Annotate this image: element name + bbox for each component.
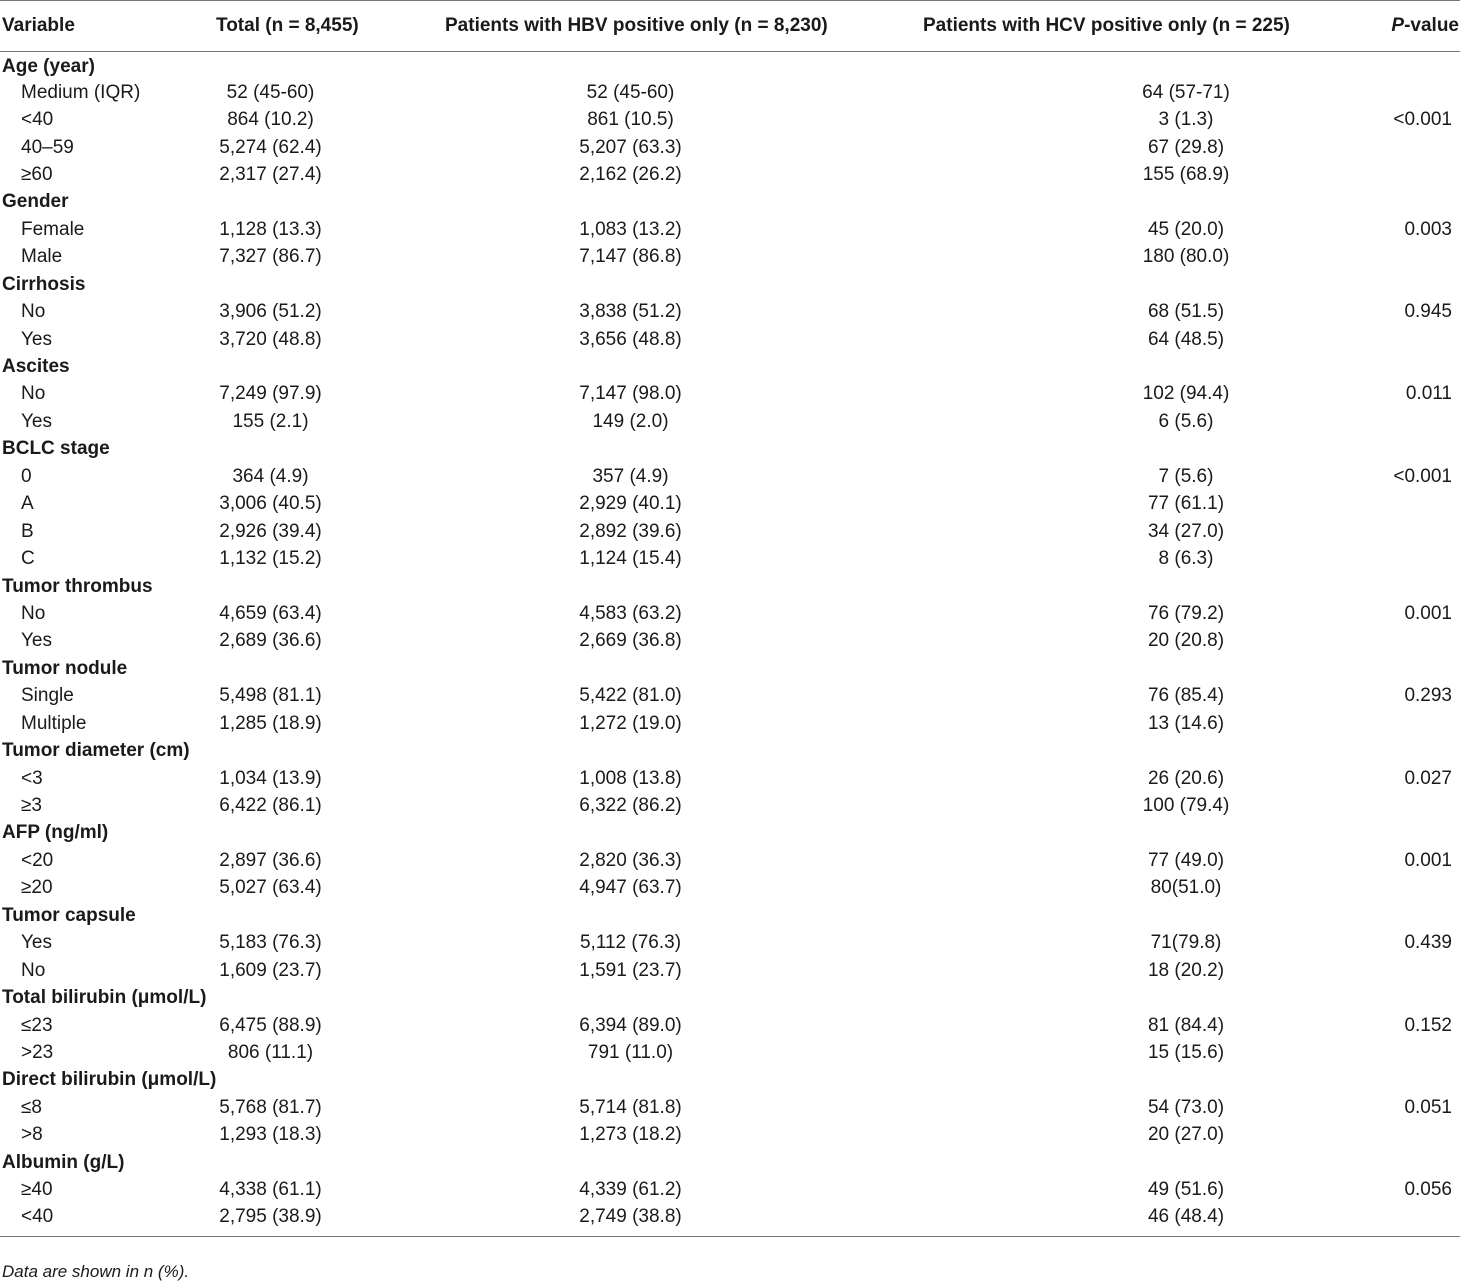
table-row: [0, 1012, 1460, 1039]
row-label: Yes: [21, 630, 52, 652]
row-label: <40: [0, 1204, 200, 1237]
group-label: Tumor capsule: [2, 904, 136, 926]
cell-hcv: 54 (73.0): [1147, 1096, 1225, 1118]
cell-hcv: 46 (48.4): [903, 1204, 1333, 1237]
cell-hcv: 68 (51.5): [1147, 301, 1225, 323]
row-label: <40: [21, 109, 54, 131]
row-label: ≤23: [21, 1014, 53, 1036]
cell-hbv: 791 (11.0): [587, 1041, 674, 1063]
cell-total: 6,422 (86.1): [219, 795, 322, 817]
table-row: [0, 106, 1460, 133]
cell-pvalue: [1333, 1122, 1460, 1149]
cell-pvalue: [1333, 244, 1460, 271]
cell-pvalue: 0.003: [1404, 218, 1452, 240]
group-row: [0, 353, 1460, 380]
row-label: Yes: [21, 410, 52, 432]
cell-hbv: 5,714 (81.8): [579, 1096, 682, 1118]
cell-hcv: 76 (85.4): [1147, 685, 1225, 707]
header-row: [0, 1, 1460, 52]
cell-total: 5,498 (81.1): [219, 685, 322, 707]
row-label: No: [21, 301, 46, 323]
cell-total: 1,132 (15.2): [219, 548, 322, 570]
header-pvalue-prefix: P: [1391, 15, 1405, 36]
table-footnote: Data are shown in n (%).: [2, 1262, 190, 1281]
cell-pvalue: 0.945: [1404, 301, 1452, 323]
row-label: ≥20: [21, 877, 53, 899]
cell-pvalue: [1333, 792, 1460, 819]
cell-hcv: 20 (27.0): [1147, 1124, 1225, 1146]
group-label: AFP (ng/ml): [2, 822, 109, 844]
row-label: Multiple: [21, 712, 87, 734]
cell-hbv: 2,892 (39.6): [579, 520, 682, 542]
row-label: Female: [21, 218, 85, 240]
table-row: [0, 408, 1460, 435]
cell-total: 364 (4.9): [232, 465, 309, 487]
group-label: BCLC stage: [2, 438, 110, 460]
row-label: Medium (IQR): [21, 81, 141, 103]
cell-hcv: 76 (79.2): [1147, 602, 1225, 624]
cell-pvalue: [1333, 545, 1460, 572]
cell-pvalue: [1333, 161, 1460, 188]
cell-hbv: 1,272 (19.0): [579, 712, 682, 734]
table-row: [0, 628, 1460, 655]
cell-hcv: 7 (5.6): [1158, 465, 1214, 487]
cell-hcv: 80(51.0): [1150, 877, 1222, 899]
group-label: Gender: [2, 191, 69, 213]
cell-hbv: 1,083 (13.2): [579, 218, 682, 240]
cell-total: 2,897 (36.6): [219, 849, 322, 871]
cell-hbv: 2,820 (36.3): [579, 849, 682, 871]
cell-pvalue: <0.001: [1393, 109, 1452, 131]
cell-hcv: 81 (84.4): [1147, 1014, 1225, 1036]
row-label: Male: [21, 246, 63, 268]
header-hcv: Patients with HCV positive only (n = 225): [903, 1, 1333, 52]
table-row: [0, 161, 1460, 188]
table-row: [0, 792, 1460, 819]
cell-total: 806 (11.1): [227, 1041, 314, 1063]
cell-pvalue: [1333, 710, 1460, 737]
cell-hbv: 5,207 (63.3): [579, 136, 682, 158]
group-row: [0, 189, 1460, 216]
cell-total: 1,609 (23.7): [219, 959, 322, 981]
cell-total: 1,034 (13.9): [219, 767, 322, 789]
cell-hcv: 26 (20.6): [1147, 767, 1225, 789]
cell-pvalue: 0.051: [1404, 1096, 1452, 1118]
group-row: [0, 820, 1460, 847]
cell-pvalue: [1333, 957, 1460, 984]
row-label: A: [21, 493, 34, 515]
group-row: [0, 1067, 1460, 1094]
cell-pvalue: [1333, 79, 1460, 106]
header-variable: Variable: [0, 1, 200, 52]
cell-total: 2,926 (39.4): [219, 520, 322, 542]
cell-total: 4,659 (63.4): [219, 602, 322, 624]
header-total: Total (n = 8,455): [200, 1, 383, 52]
table-row: [0, 1204, 1460, 1237]
cell-pvalue: [1333, 134, 1460, 161]
cell-pvalue: 0.001: [1404, 602, 1452, 624]
group-label: Cirrhosis: [2, 273, 86, 295]
cell-hbv: 6,322 (86.2): [579, 795, 682, 817]
group-row: [0, 902, 1460, 929]
cell-total: 5,274 (62.4): [219, 136, 322, 158]
cell-pvalue: [1333, 518, 1460, 545]
row-label: <20: [21, 849, 54, 871]
cell-hbv: 5,112 (76.3): [579, 932, 682, 954]
table-row: [0, 930, 1460, 957]
row-label: >8: [21, 1124, 43, 1146]
table-row: [0, 765, 1460, 792]
cell-hbv: 149 (2.0): [592, 410, 669, 432]
cell-hbv: 4,583 (63.2): [579, 602, 682, 624]
cell-hcv: 71(79.8): [1150, 932, 1222, 954]
table-row: [0, 518, 1460, 545]
cell-total: 7,327 (86.7): [219, 246, 322, 268]
cell-total: 5,027 (63.4): [219, 877, 322, 899]
cell-total: 3,006 (40.5): [219, 493, 322, 515]
cell-hcv: 155 (68.9): [1142, 163, 1230, 185]
cell-pvalue: 0.027: [1404, 767, 1452, 789]
cell-hcv: 77 (61.1): [1147, 493, 1225, 515]
group-label: Albumin (g/L): [2, 1151, 125, 1173]
row-label: No: [21, 602, 46, 624]
row-label: No: [21, 959, 46, 981]
cell-total: 3,906 (51.2): [219, 301, 322, 323]
cell-pvalue: 0.152: [1404, 1014, 1452, 1036]
table-row: [0, 600, 1460, 627]
cell-hbv: 6,394 (89.0): [579, 1014, 682, 1036]
group-label: Tumor thrombus: [2, 575, 153, 597]
cell-total: 52 (45-60): [226, 81, 315, 103]
cell-hcv: 67 (29.8): [1147, 136, 1225, 158]
group-row: [0, 52, 1460, 79]
group-label: Total bilirubin (μmol/L): [2, 987, 207, 1009]
cell-hcv: 6 (5.6): [1158, 410, 1214, 432]
cell-total: 155 (2.1): [232, 410, 309, 432]
group-row: [0, 1149, 1460, 1176]
cell-pvalue: 0.056: [1404, 1179, 1452, 1201]
cell-pvalue: [1333, 491, 1460, 518]
cell-pvalue: [1333, 1204, 1460, 1237]
table-row: [0, 875, 1460, 902]
cell-hcv: 64 (48.5): [1147, 328, 1225, 350]
cell-hcv: 49 (51.6): [1147, 1179, 1225, 1201]
table-row: [0, 134, 1460, 161]
cell-pvalue: 0.011: [1405, 383, 1452, 405]
group-row: [0, 271, 1460, 298]
cell-pvalue: 0.439: [1404, 932, 1452, 954]
row-label: >23: [21, 1041, 54, 1063]
table-row: [0, 463, 1460, 490]
cell-pvalue: [1333, 408, 1460, 435]
cell-hbv: 2,929 (40.1): [579, 493, 682, 515]
cell-hcv: 45 (20.0): [1147, 218, 1225, 240]
cell-pvalue: [1333, 628, 1460, 655]
table-row: [0, 1039, 1460, 1066]
table-row: [0, 957, 1460, 984]
row-label: 40–59: [21, 136, 74, 158]
cell-hbv: 4,947 (63.7): [579, 877, 682, 899]
cell-hbv: 52 (45-60): [586, 81, 675, 103]
cell-pvalue: [1333, 326, 1460, 353]
row-label: C: [21, 548, 35, 570]
cell-total: 2,317 (27.4): [219, 163, 322, 185]
cell-total: 2,689 (36.6): [219, 630, 322, 652]
table-row: [0, 381, 1460, 408]
table-row: [0, 79, 1460, 106]
cell-hbv: 2,162 (26.2): [579, 163, 682, 185]
cell-hcv: 180 (80.0): [1142, 246, 1230, 268]
cell-pvalue: [1333, 875, 1460, 902]
row-label: ≥60: [21, 163, 53, 185]
group-label: Ascites: [2, 356, 70, 378]
table-row: [0, 298, 1460, 325]
row-label: Single: [21, 685, 74, 707]
cell-total: 2,795 (38.9): [200, 1204, 383, 1237]
header-hbv: Patients with HBV positive only (n = 8,230): [383, 1, 903, 52]
group-row: [0, 737, 1460, 764]
cell-hbv: 7,147 (86.8): [579, 246, 682, 268]
group-row: [0, 436, 1460, 463]
group-label: Tumor diameter (cm): [2, 740, 190, 762]
table-header: [0, 1, 1460, 52]
cell-hcv: 102 (94.4): [1142, 383, 1230, 405]
cell-hbv: 861 (10.5): [587, 109, 674, 131]
cell-hbv: 7,147 (98.0): [579, 383, 682, 405]
cell-hbv: 4,339 (61.2): [579, 1179, 682, 1201]
row-label: B: [21, 520, 34, 542]
row-label: 0: [21, 465, 32, 487]
cell-hcv: 15 (15.6): [1147, 1041, 1225, 1063]
row-label: ≤8: [21, 1096, 42, 1118]
cell-pvalue: [1333, 1039, 1460, 1066]
cell-hcv: 100 (79.4): [1142, 795, 1230, 817]
cell-total: 5,768 (81.7): [219, 1096, 322, 1118]
group-label: Age (year): [2, 56, 95, 78]
cell-hbv: 1,008 (13.8): [579, 767, 682, 789]
cell-hbv: 2,669 (36.8): [579, 630, 682, 652]
cell-hbv: 1,273 (18.2): [579, 1124, 682, 1146]
cell-hbv: 357 (4.9): [592, 465, 669, 487]
cell-total: 1,128 (13.3): [219, 218, 322, 240]
cell-hcv: 77 (49.0): [1147, 849, 1225, 871]
cell-pvalue: <0.001: [1393, 465, 1452, 487]
cell-total: 3,720 (48.8): [219, 328, 322, 350]
cell-total: 4,338 (61.1): [219, 1179, 322, 1201]
cell-hcv: 64 (57-71): [1142, 81, 1230, 103]
header-pvalue: [1333, 1, 1460, 52]
table-row: [0, 1094, 1460, 1121]
table-row: [0, 1122, 1460, 1149]
header-pvalue-label: -value: [1404, 15, 1459, 36]
row-label: <3: [21, 767, 43, 789]
cell-total: 7,249 (97.9): [219, 383, 322, 405]
cell-hbv: 3,656 (48.8): [579, 328, 682, 350]
cell-total: 5,183 (76.3): [219, 932, 322, 954]
cell-hcv: 18 (20.2): [1147, 959, 1225, 981]
group-row: [0, 573, 1460, 600]
row-label: ≥40: [21, 1179, 53, 1201]
cell-pvalue: 0.293: [1404, 685, 1452, 707]
cell-hcv: 20 (20.8): [1147, 630, 1225, 652]
table-row: [0, 244, 1460, 271]
group-row: [0, 984, 1460, 1011]
row-label: Yes: [21, 932, 52, 954]
group-label: Direct bilirubin (μmol/L): [2, 1069, 217, 1091]
cell-hbv: 1,591 (23.7): [579, 959, 682, 981]
row-label: Yes: [21, 328, 52, 350]
cell-hbv: 2,749 (38.8): [383, 1204, 903, 1237]
cell-total: 1,285 (18.9): [219, 712, 322, 734]
table-row: [0, 326, 1460, 353]
row-label: ≥3: [21, 795, 42, 817]
cell-total: 1,293 (18.3): [219, 1124, 322, 1146]
cell-hcv: 8 (6.3): [1158, 548, 1214, 570]
cell-total: 864 (10.2): [227, 109, 314, 131]
cell-hbv: 5,422 (81.0): [579, 685, 682, 707]
cell-hbv: 3,838 (51.2): [579, 301, 682, 323]
cell-pvalue: 0.001: [1404, 849, 1452, 871]
table-row: [0, 847, 1460, 874]
cell-hcv: 13 (14.6): [1147, 712, 1225, 734]
table-row: [0, 1176, 1460, 1203]
row-label: No: [21, 383, 46, 405]
table-row: [0, 683, 1460, 710]
cell-hbv: 1,124 (15.4): [579, 548, 682, 570]
cell-hcv: 34 (27.0): [1147, 520, 1225, 542]
table-body: [0, 52, 1460, 1237]
cell-hcv: 3 (1.3): [1158, 109, 1214, 131]
table-row: [0, 710, 1460, 737]
table-row: [0, 491, 1460, 518]
table-row: [0, 545, 1460, 572]
group-label: Tumor nodule: [2, 657, 128, 679]
group-row: [0, 655, 1460, 682]
cell-total: 6,475 (88.9): [219, 1014, 322, 1036]
table-row: [0, 216, 1460, 243]
